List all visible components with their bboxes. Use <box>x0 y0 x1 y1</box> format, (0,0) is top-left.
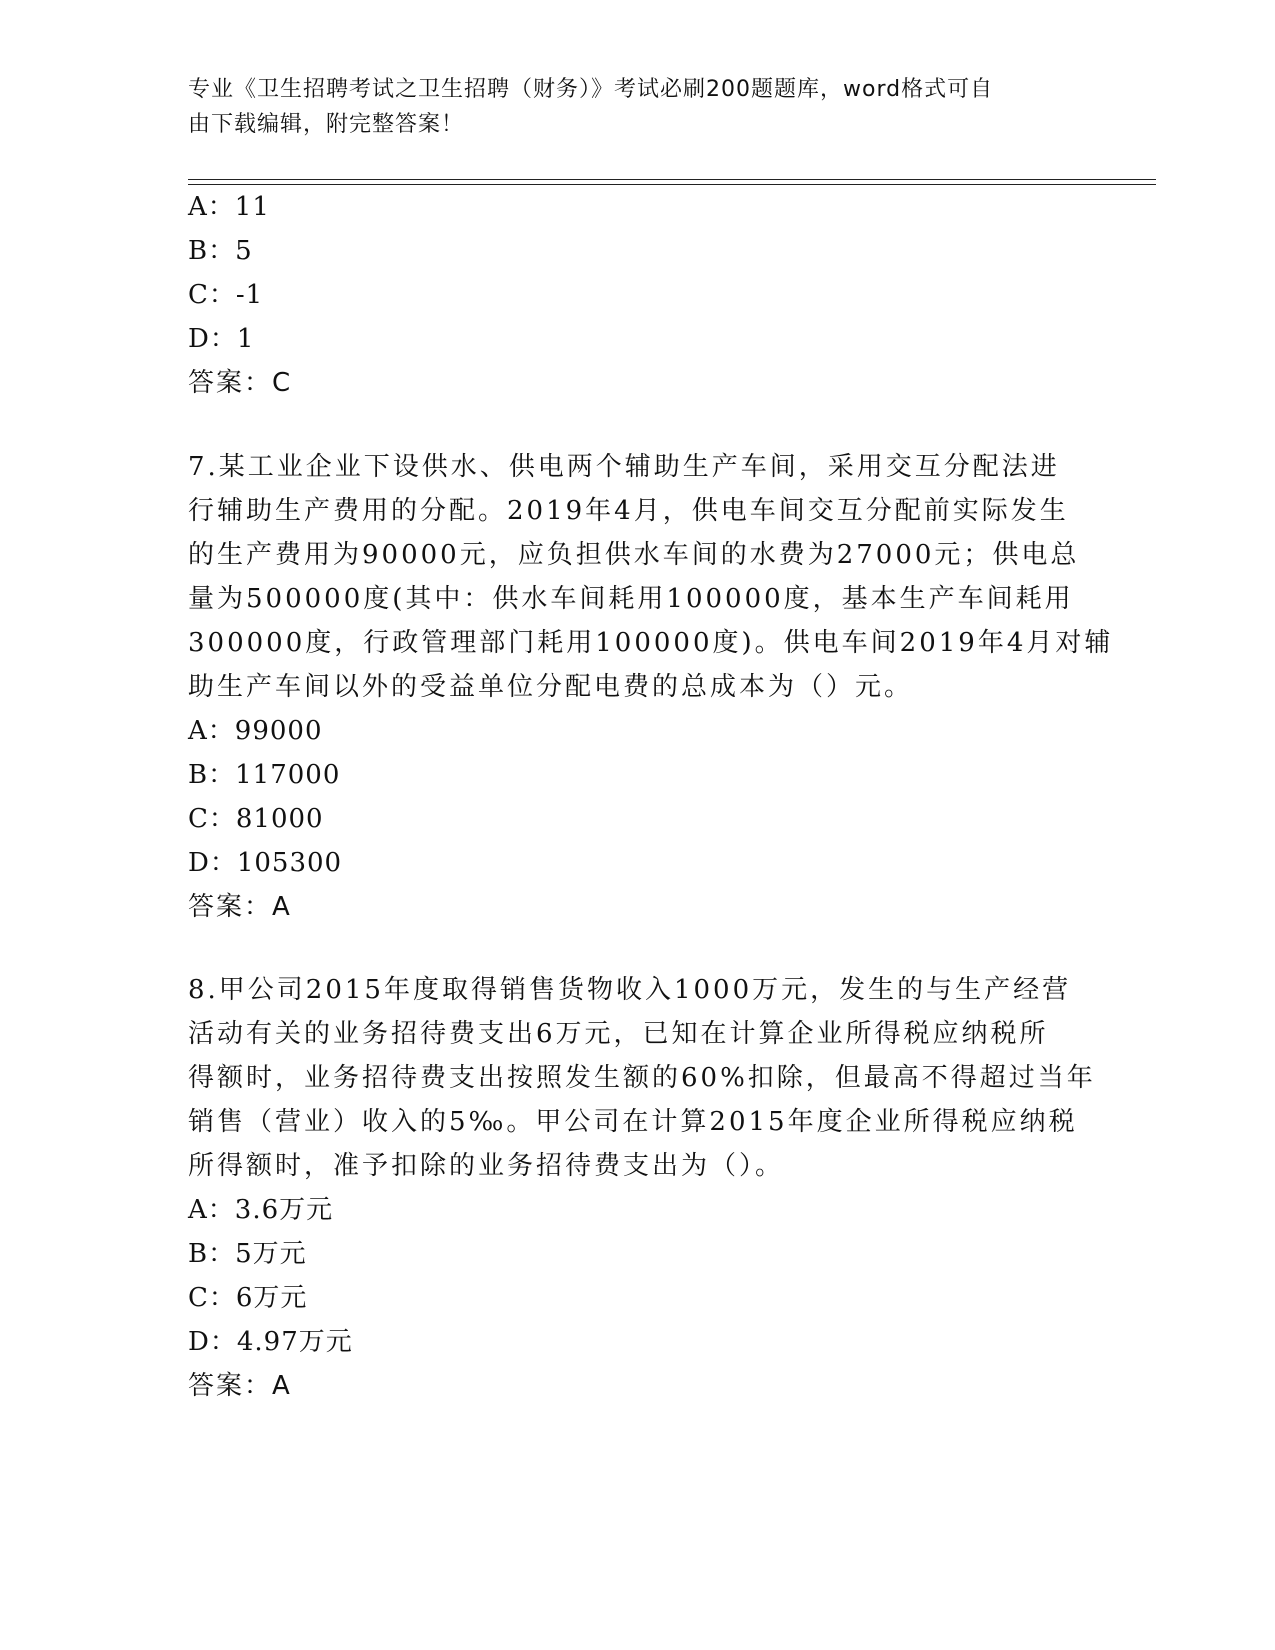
q8-text-line-5: 所得额时，准予扣除的业务招待费支出为（）。 <box>188 1151 785 1181</box>
q8-option-d: D：4.97万元 <box>188 1327 353 1357</box>
q8-option-a: A：3.6万元 <box>188 1195 334 1225</box>
q8-text-line-4: 销售（营业）收入的5‰。甲公司在计算2015年度企业所得税应纳税 <box>188 1107 1078 1137</box>
q7-option-d: D：105300 <box>188 848 343 878</box>
q7-text-line-3: 的生产费用为90000元，应负担供水车间的水费为27000元；供电总 <box>188 540 1080 570</box>
q7-option-b: B：117000 <box>188 760 341 790</box>
header-divider-bottom <box>188 184 1156 185</box>
q6-option-c: C：-1 <box>188 280 264 310</box>
q6-option-d: D：1 <box>188 324 255 354</box>
q7-text-line-6: 助生产车间以外的受益单位分配电费的总成本为（）元。 <box>188 672 914 702</box>
q8-answer: 答案：A <box>188 1371 292 1401</box>
q7-text-line-5: 300000度，行政管理部门耗用100000度)。供电车间2019年4月对辅 <box>188 628 1114 658</box>
q7-option-c: C：81000 <box>188 804 324 834</box>
q8-text-line-1: 8.甲公司2015年度取得销售货物收入1000万元，发生的与生产经营 <box>188 975 1072 1005</box>
q6-option-a: A：11 <box>188 192 270 222</box>
q7-text-line-1: 7.某工业企业下设供水、供电两个辅助生产车间，采用交互分配法进 <box>188 452 1060 482</box>
header-line-1: 专业《卫生招聘考试之卫生招聘（财务）》考试必刷200题题库，word格式可自 <box>188 77 994 102</box>
q6-option-b: B：5 <box>188 236 253 266</box>
header-divider-top <box>188 179 1156 180</box>
q7-answer: 答案：A <box>188 892 292 922</box>
q8-option-b: B：5万元 <box>188 1239 307 1269</box>
document-header <box>188 72 1078 142</box>
q7-text-line-2: 行辅助生产费用的分配。2019年4月，供电车间交互分配前实际发生 <box>188 496 1069 526</box>
q8-text-line-3: 得额时，业务招待费支出按照发生额的60%扣除，但最高不得超过当年 <box>188 1063 1096 1093</box>
q7-option-a: A：99000 <box>188 716 323 746</box>
q8-text-line-2: 活动有关的业务招待费支出6万元，已知在计算企业所得税应纳税所 <box>188 1019 1049 1049</box>
q8-option-c: C：6万元 <box>188 1283 308 1313</box>
q7-text-line-4: 量为500000度(其中：供水车间耗用100000度，基本生产车间耗用 <box>188 584 1074 614</box>
q6-answer: 答案：C <box>188 368 293 398</box>
header-line-2: 由下载编辑，附完整答案！ <box>188 112 465 137</box>
